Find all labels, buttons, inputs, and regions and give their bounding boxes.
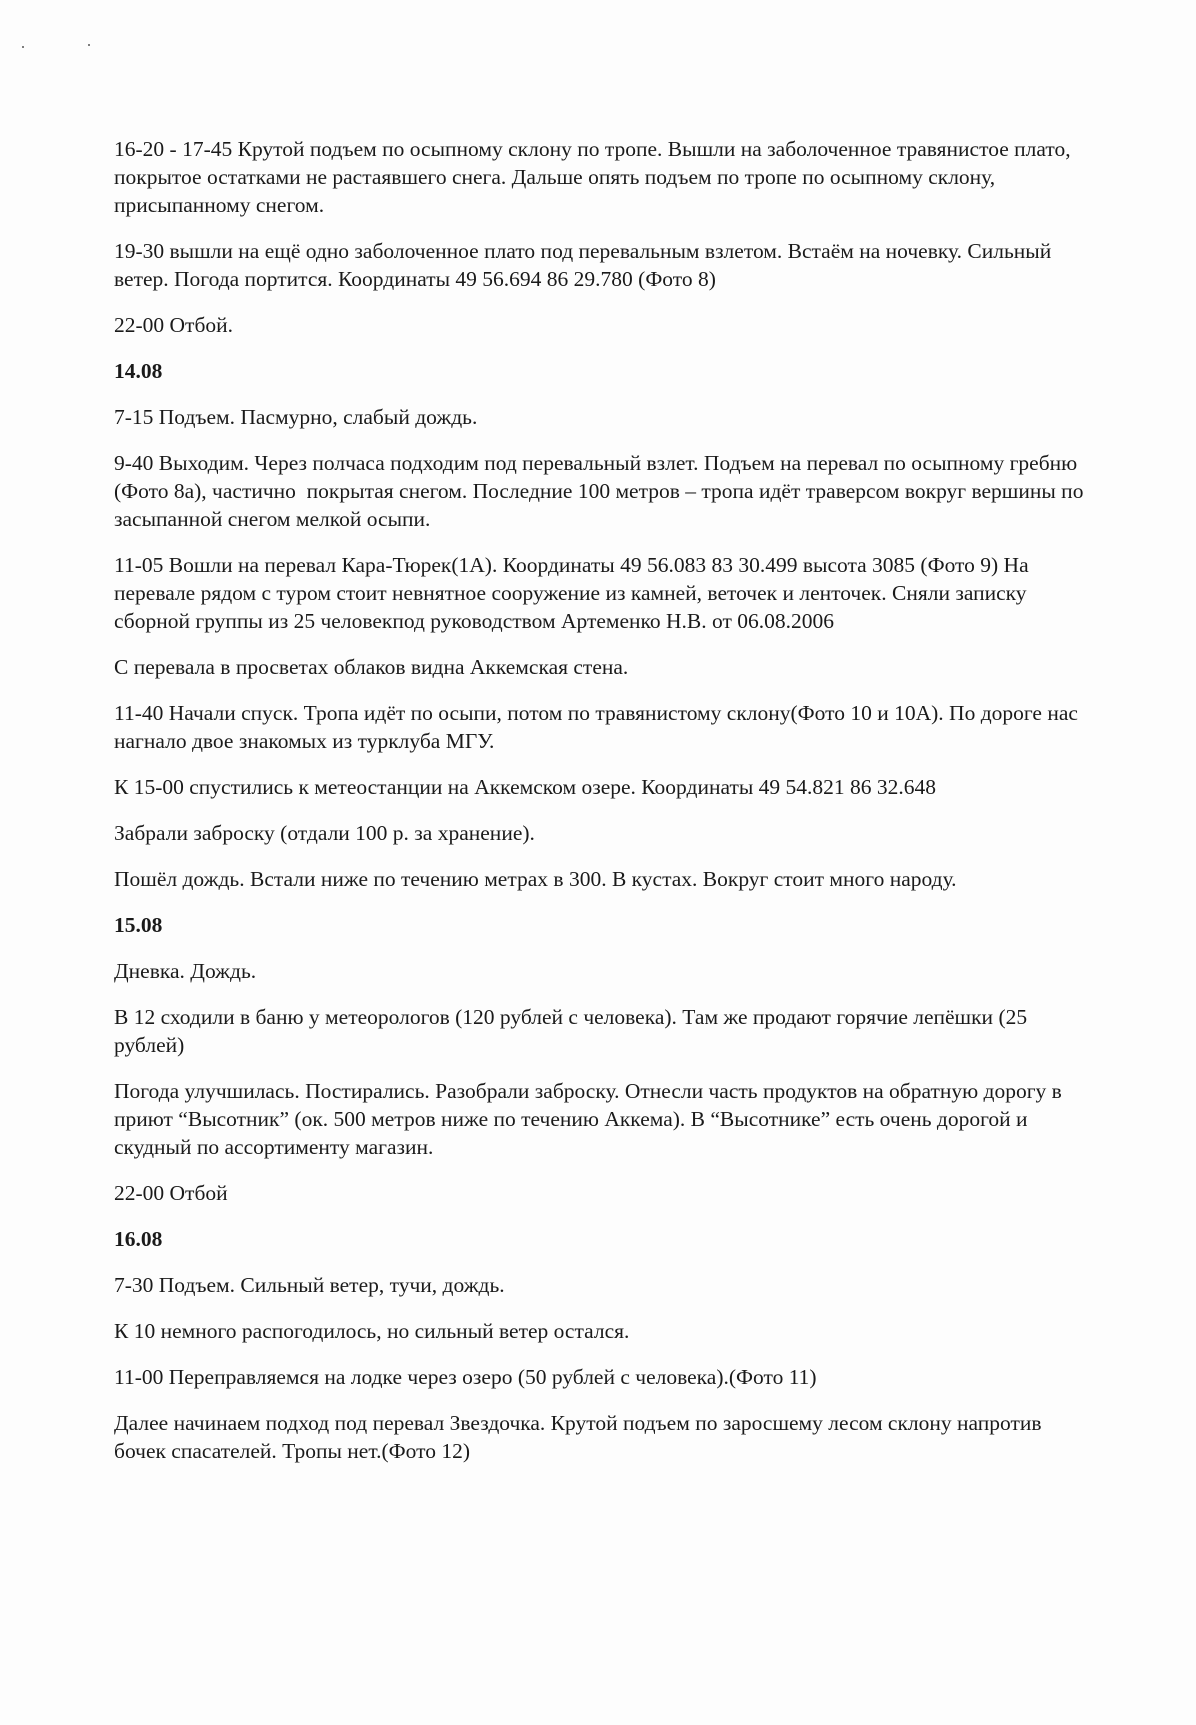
journal-paragraph: 7-15 Подъем. Пасмурно, слабый дождь.	[114, 405, 478, 429]
journal-paragraph: С перевала в просветах облаков видна Аккемская стена.	[114, 655, 629, 679]
journal-paragraph: Далее начинаем подход под перевал Звездочка. Крутой подъем по заросшему лесом склону напротив бочек спасателей. Тропы нет.(Фото 12)	[114, 1411, 1047, 1463]
journal-paragraph: В 12 сходили в баню у метеорологов (120 рублей с человека). Там же продают горячие лепёшки (25 рублей)	[114, 1005, 1033, 1057]
journal-paragraph: 16-20 - 17-45 Крутой подъем по осыпному склону по тропе. Вышли на заболоченное травянистое плато, покрытое остатками не растаявшего снега. Дальше опять подъем по тропе по осыпному склону, присыпанному снегом.	[114, 137, 1076, 217]
journal-paragraph: К 10 немного распогодилось, но сильный ветер остался.	[114, 1319, 630, 1343]
date-heading: 16.08	[114, 1227, 163, 1251]
journal-paragraph: 22-00 Отбой	[114, 1181, 228, 1205]
journal-paragraph: Дневка. Дождь.	[114, 959, 257, 983]
journal-paragraph: 11-00 Переправляемся на лодке через озеро (50 рублей с человека).(Фото 11)	[114, 1365, 817, 1389]
journal-paragraph: 9-40 Выходим. Через полчаса подходим под перевальный взлет. Подъем на перевал по осыпному гребню (Фото 8а), частично покрытая снегом. Последние 100 метров – тропа идёт траверсом вокруг вершины по засыпанной снегом мелкой осыпи.	[114, 451, 1089, 531]
journal-paragraph: Погода улучшилась. Постирались. Разобрали заброску. Отнесли часть продуктов на обратную дорогу в приют “Высотник” (ок. 500 метров ниже по течению Аккема). В “Высотнике” есть очень дорогой и скудный по ассортименту магазин.	[114, 1079, 1068, 1159]
journal-paragraph: 19-30 вышли на ещё одно заболоченное плато под перевальным взлетом. Встаём на ночевку. Сильный ветер. Погода портится. Координаты 49 56.694 86 29.780 (Фото 8)	[114, 239, 1057, 291]
journal-paragraph: Забрали заброску (отдали 100 р. за хранение).	[114, 821, 535, 845]
document-body	[114, 135, 1094, 1483]
date-heading: 14.08	[114, 359, 163, 383]
journal-paragraph: 11-40 Начали спуск. Тропа идёт по осыпи, потом по травянистому склону(Фото 10 и 10А). По дороге нас нагнало двое знакомых из турклуба МГУ.	[114, 701, 1084, 753]
journal-paragraph: К 15-00 спустились к метеостанции на Аккемском озере. Координаты 49 54.821 86 32.648	[114, 775, 937, 799]
scan-speck	[88, 44, 90, 46]
date-heading: 15.08	[114, 913, 163, 937]
journal-paragraph: Пошёл дождь. Встали ниже по течению метрах в 300. В кустах. Вокруг стоит много народу.	[114, 867, 957, 891]
journal-paragraph: 7-30 Подъем. Сильный ветер, тучи, дождь.	[114, 1273, 505, 1297]
scan-speck	[22, 46, 24, 48]
journal-paragraph: 22-00 Отбой.	[114, 313, 234, 337]
journal-paragraph: 11-05 Вошли на перевал Кара-Тюрек(1А). Координаты 49 56.083 83 30.499 высота 3085 (Фото 9) На перевале рядом с туром стоит невнятное сооружение из камней, веточек и ленточек. Сняли записку сборной группы из 25 человекпод руководством Артеменко Н.В. от 06.08.2006	[114, 553, 1034, 633]
